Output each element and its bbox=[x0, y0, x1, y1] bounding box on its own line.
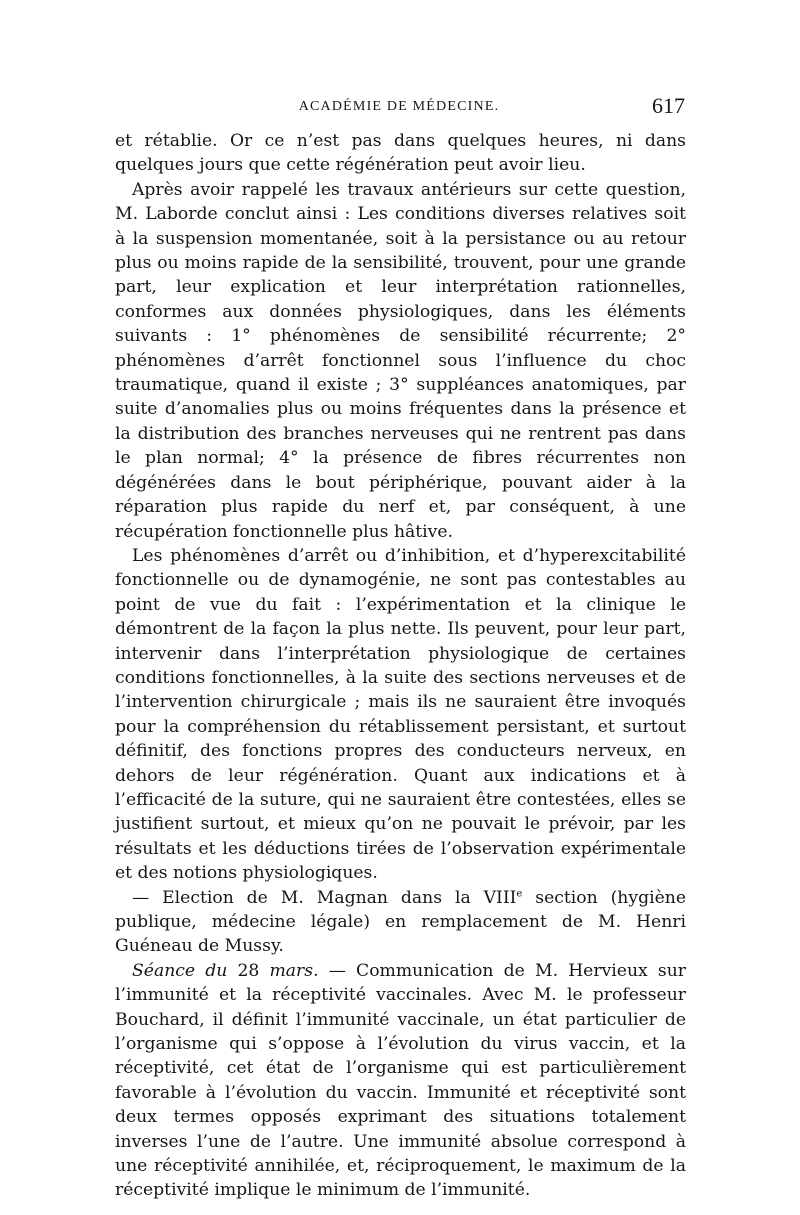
running-head: ACADÉMIE DE MÉDECINE. bbox=[298, 99, 500, 114]
seance-label: Séance du bbox=[132, 960, 228, 981]
seance-month: mars. bbox=[269, 960, 319, 981]
election-text-start: — Election de M. Magnan dans la VIII bbox=[132, 887, 517, 908]
paragraph-inhibition: Les phénomènes d’arrêt ou d’inhibition, et d’hyperexcitabilité fonctionnelle ou de dynamogénie, ne sont pas contestables au point de vue du fait : l’expérimentation et la clinique le démontrent de la façon la plus nette. Ils peuvent, pour leur part, intervenir dans l’interprétation physiologique de certaines conditions fonctionnelles, à la suite des sections nerveuses et de l’intervention chirurgicale ; mais ils ne sauraient être invoqués pour la compréhension du rétablissement persistant, et surtout définitif, des fonctions propres des conducteurs nerveux, en dehors de leur régénération. Quant aux indications et à l’efficacité de la suture, qui ne sauraient être contestées, elles se justifient surtout, et mieux qu’on ne pouvait le prévoir, par les résultats et les déductions tirées de l’observation expérimentale et des notions physiologiques. bbox=[115, 545, 686, 884]
seance-text: — Communication de M. Hervieux sur l’immunité et la réceptivité vaccinales. Avec M. le professeur Bouchard, il définit l’immunité vaccinale, un état particulier de l’organisme qui s’oppose à l’évolution du virus vaccin, et la réceptivité, cet état de l’organisme qui est particulièrement favorable à l’évolution du vaccin. Immunité et réceptivité sont deux termes opposés exprimant des situations totalement inverses l’une de l’autre. Une immunité absolue correspond à une réceptivité annihilée, et, réciproquement, le maximum de la réceptivité implique le minimum de l’immunité. bbox=[115, 960, 686, 1201]
paragraph-seance bbox=[115, 959, 686, 1203]
paragraph-laborde-conclusion: Après avoir rappelé les travaux antérieurs sur cette question, M. Laborde conclut ainsi : Les conditions diverses relatives soit à la suspension momentanée, soit à la persistance ou au retour plus ou moins rapide de la sensibilité, trouvent, pour une grande part, leur explication et leur interprétation rationnelles, conformes aux données physiologiques, dans les éléments suivants : 1° phénomènes de sensibilité récurrente; 2° phénomènes d’arrêt fonctionnel sous l’influence du choc traumatique, quand il existe ; 3° suppléances anatomiques, par suite d’anomalies plus ou moins fréquentes dans la présence et la distribution des branches nerveuses qui ne rentrent pas dans le plan normal; 4° la présence de fibres récurrentes non dégénérées dans le bout périphérique, pouvant aider à la réparation plus rapide du nerf et, par conséquent, à une récupération fonctionnelle plus hâtive. bbox=[115, 179, 686, 542]
section-ordinal-superscript: e bbox=[516, 887, 523, 899]
body-text bbox=[115, 129, 686, 1203]
paragraph-continuation: et rétablie. Or ce n’est pas dans quelques heures, ni dans quelques jours que cette régénération peut avoir lieu. bbox=[115, 131, 686, 176]
election-text-end: section (hygiène publique, médecine légale) en remplacement de M. Henri Guéneau de Mussy. bbox=[115, 887, 686, 957]
page-number: 617 bbox=[652, 93, 685, 118]
paragraph-election bbox=[115, 886, 686, 959]
page-header bbox=[115, 95, 683, 123]
seance-day: 28 bbox=[227, 960, 270, 981]
